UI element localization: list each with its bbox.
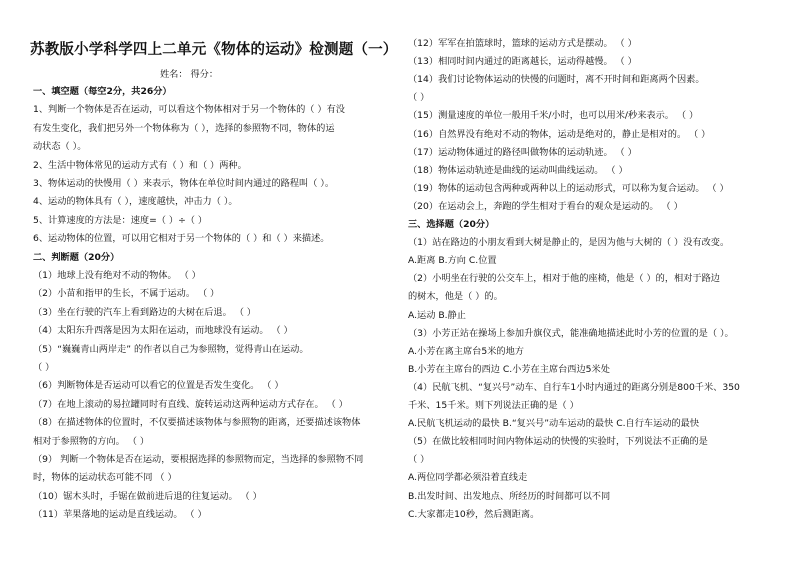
- question-line: 5、计算速度的方法是：速度=（ ）÷（ ）: [33, 214, 208, 226]
- question-line: （ ）: [408, 92, 430, 104]
- question-line: （ ）: [408, 454, 430, 466]
- question-line: 2、生活中物体常见的运动方式有（ ）和（ ）两种。: [33, 159, 247, 171]
- question-line: （17）运动物体通过的路径叫做物体的运动轨迹。 （ ）: [408, 146, 637, 158]
- question-line: 1、判断一个物体是否在运动，可以看这个物体相对于另一个物体的（ ）有没: [33, 104, 345, 116]
- question-line: 时，物体的运动状态可能不同 （ ）: [33, 472, 177, 484]
- question-line: C.大家都走10秒，然后测距离。: [408, 508, 540, 520]
- question-line: （3）小芳正站在操场上参加升旗仪式，能准确地描述此时小芳的位置的是（ ）。: [408, 327, 734, 339]
- question-line: 相对于参照物的方向。 （ ）: [33, 435, 150, 447]
- question-line: （ ）: [33, 362, 55, 373]
- question-line: （13）相同时间内通过的距离越长，运动得越慢。 （ ）: [408, 56, 637, 68]
- question-line: A.小芳在离主席台5米的地方: [408, 345, 524, 357]
- question-line: A.民航飞机运动的最快 B.“复兴号”动车运动的最快 C.自行车运动的最快: [408, 418, 700, 430]
- question-line: （15）测量速度的单位一般用千米/小时，也可以用米/秒来表示。 （ ）: [408, 110, 699, 122]
- question-line: （18）物体运动轨迹是曲线的运动叫曲线运动。 （ ）: [408, 164, 628, 176]
- name-score-line: 姓名： 得分：: [160, 69, 219, 80]
- question-line: （2）小明坐在行驶的公交车上，相对于他的座椅，他是（ ）的，相对于路边: [408, 273, 720, 285]
- question-line: （14）我们讨论物体运动的快慢的问题时，离不开时间和距离两个因素。: [408, 74, 705, 86]
- question-line: A.距离 B.方向 C.位置: [408, 255, 497, 267]
- question-line: 的树木，他是（ ）的。: [408, 291, 503, 303]
- question-line: （4）民航飞机、“复兴号”动车、自行车1小时内通过的距离分别是800千米、350: [408, 381, 740, 393]
- question-line: B.出发时间、出发地点、所经历的时间都可以不同: [408, 490, 611, 502]
- question-line: （7）在地上滚动的易拉罐同时有直线、旋转运动这两种运动方式存在。 （ ）: [33, 398, 348, 410]
- question-line: （3）坐在行驶的汽车上看到路边的大树在后退。 （ ）: [33, 306, 256, 318]
- question-line: 4、运动的物体具有（ ），速度越快，冲击力（ ）。: [33, 196, 238, 208]
- question-line: （20）在运动会上，奔跑的学生相对于看台的观众是运动的。 （ ）: [408, 200, 683, 212]
- question-line: 3、物体运动的快慢用（ ）来表示，物体在单位时间内通过的路程叫（ ）。: [33, 178, 335, 189]
- section-heading: 一、填空题（每空2分，共26分）: [33, 86, 172, 97]
- question-line: （4）太阳东升西落是因为太阳在运动，而地球没有运动。 （ ）: [33, 325, 293, 337]
- section-heading: 二、判断题（20分）: [33, 251, 120, 263]
- question-line: （16）自然界没有绝对不动的物体，运动是绝对的，静止是相对的。 （ ）: [408, 128, 711, 140]
- question-line: 有发生变化，我们把另外一个物体称为（ ），选择的参照物不同，物体的运: [33, 122, 335, 134]
- question-line: （5）在做比较相同时间内物体运动的快慢的实验时，下列说法不正确的是: [408, 436, 708, 448]
- question-line: （1）站在路边的小朋友看到大树是静止的，是因为他与大树的（ ）没有改变。: [408, 237, 730, 249]
- question-line: 6、运动物体的位置，可以用它相对于另一个物体的（ ）和（ ）来描述。: [33, 233, 330, 245]
- question-line: （10）锯木头时，手锯在做前进后退的往复运动。 （ ）: [33, 490, 262, 502]
- question-line: 千米、15千米。则下列说法正确的是（ ）: [408, 400, 579, 411]
- question-line: （6）判断物体是否运动可以看它的位置是否发生变化。 （ ）: [33, 380, 284, 392]
- question-line: （11）苹果落地的运动是直线运动。 （ ）: [33, 509, 207, 521]
- document-title: 苏教版小学科学四上二单元《物体的运动》检测题（一）: [30, 42, 398, 58]
- section-heading: 三、选择题（20分）: [408, 219, 495, 230]
- question-line: A.两位同学都必须沿着直线走: [408, 472, 528, 484]
- question-line: A.运动 B.静止: [408, 309, 466, 321]
- question-line: 动状态（ ）。: [33, 141, 87, 153]
- question-line: （12）军军在拍篮球时，篮球的运动方式是摆动。 （ ）: [408, 38, 637, 49]
- question-line: （1）地球上没有绝对不动的物体。 （ ）: [33, 270, 201, 281]
- question-line: （5）“巍巍青山两岸走” 的作者以自己为参照物，觉得青山在运动。: [33, 343, 309, 355]
- question-line: （19）物体的运动包含两种或两种以上的运动形式，可以称为复合运动。 （ ）: [408, 182, 729, 194]
- question-line: B.小芳在主席台的西边 C.小芳在主席台西边5米处: [408, 363, 610, 375]
- question-line: （2）小苗和指甲的生长，不属于运动。 （ ）: [33, 288, 220, 300]
- question-line: （8）在描述物体的位置时，不仅要描述该物体与参照物的距离，还要描述该物体: [33, 417, 361, 429]
- question-line: （9） 判断一个物体是否在运动，要根据选择的参照物而定，当选择的参照物不同: [33, 454, 364, 465]
